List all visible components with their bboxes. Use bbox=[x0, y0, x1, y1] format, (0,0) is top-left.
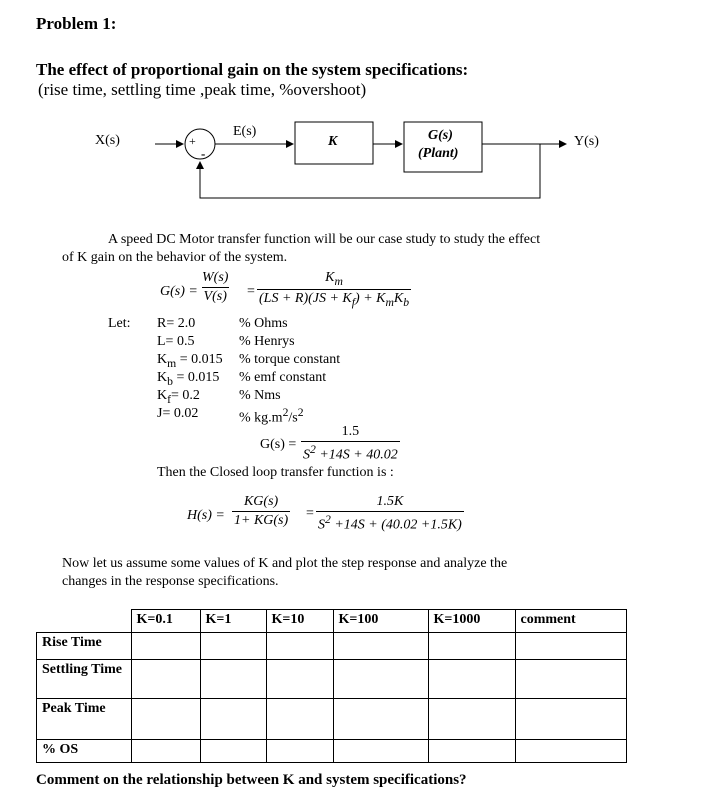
param-j: J= 0.02 bbox=[157, 406, 199, 421]
motor-tf-lhs: G(s) = bbox=[160, 284, 198, 299]
row-label-settling-time: Settling Time bbox=[37, 659, 132, 698]
table-row bbox=[37, 698, 627, 739]
let-label: Let: bbox=[108, 316, 131, 331]
table-row bbox=[37, 632, 627, 659]
param-l: L= 0.5 bbox=[157, 334, 195, 349]
param-r-comment: % Ohms bbox=[239, 316, 288, 331]
intro-line-1: A speed DC Motor transfer function will be our case study to study the effect bbox=[108, 232, 541, 247]
row-label-peak-time: Peak Time bbox=[37, 698, 132, 739]
intro-line-2: of K gain on the behavior of the system. bbox=[62, 250, 288, 265]
footer-question: Comment on the relationship between K and system specifications? bbox=[36, 772, 467, 788]
closed-loop-frac1-den: 1+ KG(s) bbox=[234, 513, 289, 528]
error-label: E(s) bbox=[233, 124, 257, 139]
closed-loop-frac2 bbox=[316, 494, 464, 534]
table-header-comment: comment bbox=[515, 610, 626, 633]
motor-tf-frac2 bbox=[257, 270, 411, 309]
table-header-row bbox=[37, 610, 627, 633]
param-j-comment: % $kg.m^2/s^2$ bbox=[239, 406, 304, 426]
table-header-k01: K=0.1 bbox=[131, 610, 200, 633]
instruction-line-1: Now let us assume some values of K and plot the step response and analyze the bbox=[62, 556, 508, 571]
input-label: X(s) bbox=[95, 133, 120, 148]
plant-tf-num: 1.5 bbox=[341, 424, 360, 439]
param-kb-comment: % emf constant bbox=[239, 370, 327, 385]
problem-title: Problem 1: bbox=[36, 14, 117, 33]
row-label-rise-time: Rise Time bbox=[37, 632, 132, 659]
motor-tf-frac2-den: $(LS + R)(JS + K_f) + K_mK_b$ bbox=[259, 290, 410, 309]
table-header-k1000: K=1000 bbox=[428, 610, 515, 633]
instruction-line-2: changes in the response specifications. bbox=[62, 574, 279, 589]
param-l-comment: % Henrys bbox=[239, 334, 295, 349]
plant-label: G(s) bbox=[428, 128, 453, 143]
table-row bbox=[37, 659, 627, 698]
table-row bbox=[37, 739, 627, 762]
feedback-path bbox=[200, 144, 540, 198]
param-km: $K_m = 0.015$ bbox=[157, 352, 223, 370]
motor-tf-frac1-num: W(s) bbox=[202, 270, 229, 285]
spec-table bbox=[36, 609, 627, 763]
gain-label: K bbox=[328, 134, 338, 149]
closed-loop-equals: = bbox=[306, 506, 314, 521]
table-header-k10: K=10 bbox=[266, 610, 333, 633]
closed-loop-frac1 bbox=[232, 494, 290, 529]
table-corner bbox=[37, 610, 132, 633]
output-label: Y(s) bbox=[574, 134, 599, 149]
closed-loop-intro: Then the Closed loop transfer function is : bbox=[157, 465, 394, 480]
closed-loop-frac2-den: $S^2 +14S + (40.02 +1.5K)$ bbox=[318, 513, 462, 533]
table-header-k1: K=1 bbox=[200, 610, 266, 633]
block-diagram bbox=[0, 110, 713, 210]
closed-loop-frac1-num: KG(s) bbox=[243, 494, 279, 509]
section-title: The effect of proportional gain on the system specifications: bbox=[36, 60, 469, 79]
row-label-os: % OS bbox=[37, 739, 132, 762]
param-r: R= 2.0 bbox=[157, 316, 196, 331]
param-km-comment: % torque constant bbox=[239, 352, 341, 367]
param-kb: $K_b = 0.015$ bbox=[157, 370, 220, 388]
plus-sign: + bbox=[189, 134, 196, 148]
plant-tf-den: $S^2 +14S + 40.02$ bbox=[303, 443, 398, 463]
motor-tf-frac1-den: V(s) bbox=[203, 289, 227, 304]
param-kf: $K_f= 0.2$ bbox=[157, 388, 200, 406]
closed-loop-lhs: H(s) = bbox=[187, 508, 225, 523]
closed-loop-frac2-num: 1.5K bbox=[376, 494, 404, 509]
plant-sublabel: (Plant) bbox=[418, 146, 459, 161]
motor-tf-equals: = bbox=[247, 284, 255, 299]
section-subtitle: (rise time, settling time ,peak time, %overshoot) bbox=[38, 80, 367, 99]
motor-tf-frac1 bbox=[200, 270, 230, 305]
param-kf-comment: % Nms bbox=[239, 388, 281, 403]
minus-sign: - bbox=[201, 146, 206, 161]
plant-tf-frac bbox=[301, 424, 400, 464]
plant-tf-lhs: G(s) = bbox=[260, 437, 297, 452]
motor-tf-frac2-num: $K_m$ bbox=[325, 270, 343, 288]
table-header-k100: K=100 bbox=[333, 610, 428, 633]
